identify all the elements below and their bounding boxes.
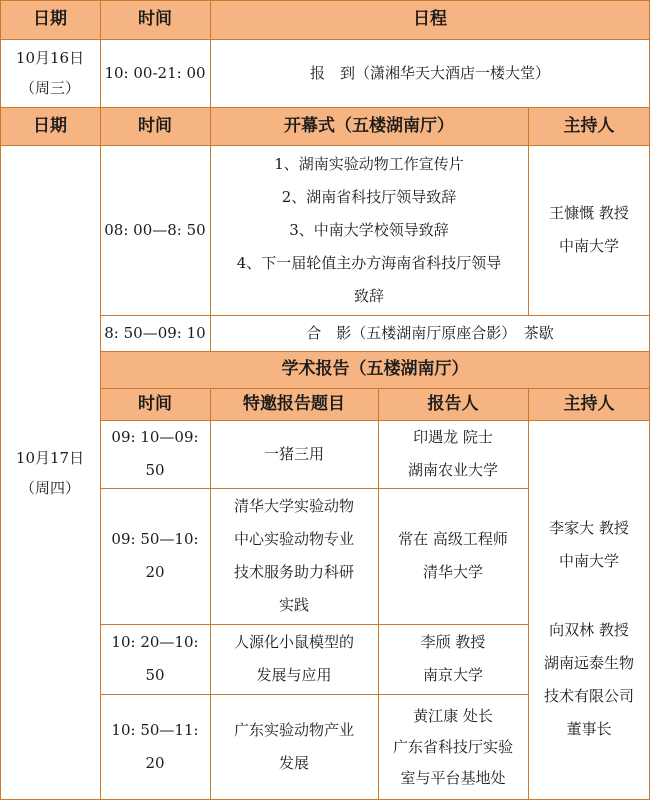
academic-header-time: 时间 [100, 388, 210, 420]
grid-line [100, 388, 650, 389]
opening-host-line: 王慷慨 教授 [549, 204, 629, 222]
header-host: 主持人 [528, 107, 650, 145]
day1-date-line: 10月16日 [15, 49, 85, 67]
header-date-2: 日期 [0, 107, 100, 145]
talk-time: 09: 10—09: 50 [111, 428, 199, 479]
talk-speaker: 李颀 教授 南京大学 [420, 633, 486, 684]
day2-date-line: 10月17日 [15, 448, 85, 467]
opening-item: 致辞 [353, 286, 384, 305]
grid-line [0, 0, 1, 800]
grid-line [100, 624, 528, 625]
talk-topic: 人源化小鼠模型的 发展与应用 [233, 633, 354, 684]
day2-date [0, 145, 100, 800]
grid-line [210, 0, 211, 351]
talk-speaker: 常在 高级工程师 清华大学 [398, 530, 508, 581]
grid-line [210, 388, 211, 800]
talk-topic: 广东实验动物产业 发展 [233, 721, 354, 772]
header-date: 日期 [0, 0, 100, 39]
grid-line [528, 107, 529, 315]
talk-time: 09: 50—10: 20 [111, 530, 199, 581]
grid-line [100, 351, 650, 352]
academic-title: 学术报告（五楼湖南厅） [100, 351, 650, 388]
talk-speaker: 黄江康 处长 广东省科技厅实验 室与平台基地处 [392, 706, 513, 787]
grid-line [100, 420, 650, 421]
grid-line [100, 694, 528, 695]
opening-item: 2、湖南省科技厅领导致辞 [281, 187, 457, 206]
header-schedule: 日程 [210, 0, 650, 39]
opening-item: 4、下一届轮值主办方海南省科技厅领导 [236, 253, 502, 272]
talk-time: 10: 50—11: 20 [111, 721, 199, 772]
grid-line [0, 0, 650, 1]
talk-time: 10: 20—10: 50 [111, 633, 199, 684]
day2-date-line: （周四） [19, 478, 80, 497]
opening-item: 1、湖南实验动物工作宣传片 [274, 154, 464, 173]
opening-host [528, 145, 650, 315]
academic-header-host: 主持人 [528, 388, 650, 420]
header-opening: 开幕式（五楼湖南厅） [210, 107, 528, 145]
day1-item: 报 到（潇湘华天大酒店一楼大堂） [309, 63, 550, 82]
academic-header-topic: 特邀报告题目 [210, 388, 378, 420]
day1-date-line: （周三） [19, 79, 80, 97]
opening-time: 08: 00—8: 50 [104, 220, 206, 239]
photo-time: 8: 50—09: 10 [104, 323, 206, 342]
day1-time: 10: 00-21: 00 [104, 63, 206, 82]
grid-line [378, 388, 379, 800]
talk-topic: 清华大学实验动物 中心实验动物专业 技术服务助力科研 实践 [233, 497, 354, 614]
grid-line [528, 388, 529, 800]
academic-host: 李家大 教授 中南大学 向双林 教授 湖南远泰生物 技术有限公司 董事长 [543, 519, 634, 738]
header-time-2: 时间 [100, 107, 210, 145]
grid-line [0, 107, 650, 108]
grid-line [0, 145, 650, 146]
talk-topic: 一猪三用 [263, 444, 324, 463]
day1-date [0, 39, 100, 107]
opening-item: 3、中南大学校领导致辞 [289, 220, 449, 239]
grid-line [100, 488, 528, 489]
grid-line [100, 0, 101, 800]
grid-line [0, 39, 650, 40]
opening-items [210, 145, 528, 315]
photo-text: 合 影（五楼湖南厅原座合影） 茶歇 [306, 323, 554, 342]
talk-speaker: 印遇龙 院士 湖南农业大学 [407, 428, 498, 479]
grid-line [100, 315, 650, 316]
opening-host-line: 中南大学 [558, 237, 619, 255]
header-time: 时间 [100, 0, 210, 39]
academic-header-speaker: 报告人 [378, 388, 528, 420]
